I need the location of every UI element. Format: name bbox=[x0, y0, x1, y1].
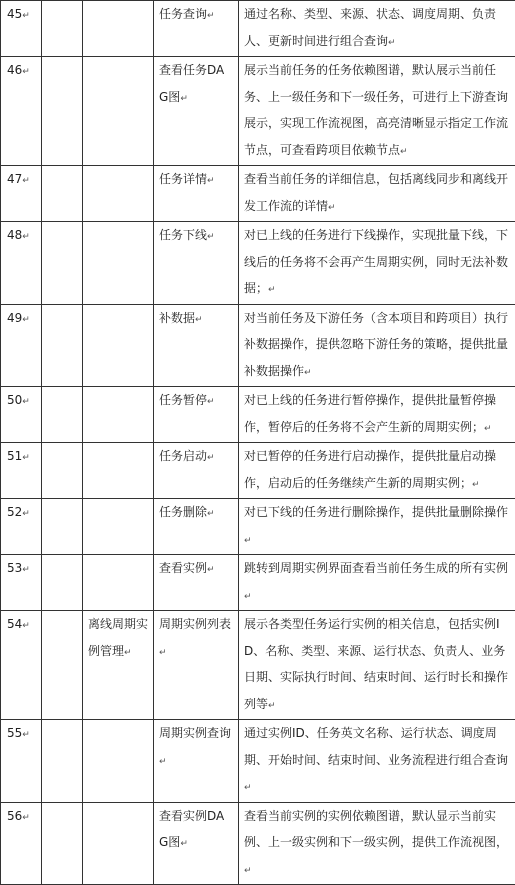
row-category bbox=[83, 57, 154, 166]
row-category bbox=[83, 1, 154, 57]
paragraph-mark: ↵ bbox=[207, 176, 215, 186]
row-number-text: 46 bbox=[7, 63, 22, 77]
paragraph-mark: ↵ bbox=[180, 94, 188, 104]
row-blank bbox=[42, 802, 83, 885]
row-category-text: 离线周期实例管理 bbox=[88, 617, 148, 658]
row-category bbox=[83, 611, 154, 720]
paragraph-mark: ↵ bbox=[22, 397, 30, 407]
row-description bbox=[239, 387, 515, 443]
row-description bbox=[239, 57, 515, 166]
paragraph-mark: ↵ bbox=[207, 565, 215, 575]
table-row bbox=[1, 222, 515, 305]
row-number-text: 45 bbox=[7, 7, 22, 21]
row-category bbox=[83, 222, 154, 305]
row-name bbox=[154, 720, 239, 803]
row-name bbox=[154, 166, 239, 222]
row-number bbox=[1, 720, 42, 803]
row-number-text: 53 bbox=[7, 561, 22, 575]
row-name bbox=[154, 222, 239, 305]
table-row bbox=[1, 720, 515, 803]
row-description bbox=[239, 443, 515, 499]
paragraph-mark: ↵ bbox=[268, 285, 276, 295]
row-name-text: 任务删除 bbox=[159, 505, 207, 519]
row-name bbox=[154, 387, 239, 443]
row-description bbox=[239, 720, 515, 803]
paragraph-mark: ↵ bbox=[207, 453, 215, 463]
row-name bbox=[154, 611, 239, 720]
paragraph-mark: ↵ bbox=[159, 757, 167, 767]
row-description-text: 查看当前任务的详细信息，包括离线同步和离线开发工作流的详情 bbox=[244, 172, 508, 213]
row-description bbox=[239, 611, 515, 720]
row-category bbox=[83, 720, 154, 803]
row-name-text: 任务暂停 bbox=[159, 393, 207, 407]
row-description-text: 对已暂停的任务进行启动操作，提供批量启动操作，启动后的任务继续产生新的周期实例； bbox=[244, 449, 496, 490]
row-name bbox=[154, 1, 239, 57]
table-row bbox=[1, 166, 515, 222]
row-blank bbox=[42, 611, 83, 720]
row-description bbox=[239, 166, 515, 222]
row-number bbox=[1, 443, 42, 499]
paragraph-mark: ↵ bbox=[22, 11, 30, 21]
table-row bbox=[1, 387, 515, 443]
row-description-text: 对当前任务及下游任务（含本项目和跨项目）执行补数据操作，提供忽略下游任务的策略，提供批量补数据操作 bbox=[244, 311, 508, 378]
table-row bbox=[1, 304, 515, 387]
row-number-text: 52 bbox=[7, 505, 22, 519]
row-description bbox=[239, 304, 515, 387]
row-name-text: 查看实例 bbox=[159, 561, 207, 575]
table-row bbox=[1, 555, 515, 611]
row-blank bbox=[42, 222, 83, 305]
row-category bbox=[83, 499, 154, 555]
row-blank bbox=[42, 443, 83, 499]
paragraph-mark: ↵ bbox=[400, 147, 408, 157]
row-number bbox=[1, 222, 42, 305]
paragraph-mark: ↵ bbox=[195, 315, 203, 325]
paragraph-mark: ↵ bbox=[124, 648, 132, 658]
row-description-text: 对已下线的任务进行删除操作，提供批量删除操作 bbox=[244, 505, 508, 519]
paragraph-mark: ↵ bbox=[22, 509, 30, 519]
row-description-text: 通过实例ID、任务英文名称、运行状态、调度周期、开始时间、结束时间、业务流程进行组合查询 bbox=[244, 726, 508, 767]
row-name bbox=[154, 555, 239, 611]
row-number-text: 48 bbox=[7, 228, 22, 242]
row-number bbox=[1, 166, 42, 222]
row-blank bbox=[42, 304, 83, 387]
row-number bbox=[1, 57, 42, 166]
paragraph-mark: ↵ bbox=[244, 783, 252, 793]
row-name-text: 任务查询 bbox=[159, 7, 207, 21]
row-blank bbox=[42, 499, 83, 555]
paragraph-mark: ↵ bbox=[22, 730, 30, 740]
row-blank bbox=[42, 1, 83, 57]
row-name-text: 任务下线 bbox=[159, 228, 207, 242]
row-name bbox=[154, 443, 239, 499]
row-description bbox=[239, 802, 515, 885]
row-blank bbox=[42, 57, 83, 166]
paragraph-mark: ↵ bbox=[180, 839, 188, 849]
paragraph-mark: ↵ bbox=[22, 67, 30, 77]
paragraph-mark: ↵ bbox=[207, 509, 215, 519]
row-description-text: 查看当前实例的实例依赖图谱，默认显示当前实例、上一级实例和下一级实例，提供工作流视图， bbox=[244, 809, 508, 850]
paragraph-mark: ↵ bbox=[22, 565, 30, 575]
paragraph-mark: ↵ bbox=[268, 701, 276, 711]
row-description-text: 通过名称、类型、来源、状态、调度周期、负责人、更新时间进行组合查询 bbox=[244, 7, 496, 48]
row-category bbox=[83, 166, 154, 222]
row-number-text: 54 bbox=[7, 617, 22, 631]
paragraph-mark: ↵ bbox=[328, 203, 336, 213]
row-name-text: 查看任务DAG图 bbox=[159, 63, 224, 104]
row-number-text: 55 bbox=[7, 726, 22, 740]
row-name-text: 周期实例查询 bbox=[159, 726, 231, 740]
row-number-text: 47 bbox=[7, 172, 22, 186]
row-name-text: 补数据 bbox=[159, 311, 195, 325]
row-number bbox=[1, 499, 42, 555]
row-blank bbox=[42, 166, 83, 222]
row-number-text: 56 bbox=[7, 809, 22, 823]
paragraph-mark: ↵ bbox=[22, 813, 30, 823]
row-description bbox=[239, 499, 515, 555]
paragraph-mark: ↵ bbox=[244, 536, 252, 546]
row-category bbox=[83, 802, 154, 885]
row-description-text: 跳转到周期实例界面查看当前任务生成的所有实例 bbox=[244, 561, 508, 575]
row-name bbox=[154, 802, 239, 885]
row-number-text: 50 bbox=[7, 393, 22, 407]
row-description bbox=[239, 222, 515, 305]
row-number bbox=[1, 611, 42, 720]
table-row bbox=[1, 443, 515, 499]
row-number bbox=[1, 304, 42, 387]
paragraph-mark: ↵ bbox=[207, 11, 215, 21]
paragraph-mark: ↵ bbox=[22, 621, 30, 631]
table-row bbox=[1, 499, 515, 555]
paragraph-mark: ↵ bbox=[244, 592, 252, 602]
table-row bbox=[1, 57, 515, 166]
paragraph-mark: ↵ bbox=[22, 315, 30, 325]
paragraph-mark: ↵ bbox=[207, 232, 215, 242]
paragraph-mark: ↵ bbox=[22, 176, 30, 186]
table-row bbox=[1, 802, 515, 885]
row-number-text: 51 bbox=[7, 449, 22, 463]
row-name bbox=[154, 57, 239, 166]
row-name-text: 任务启动 bbox=[159, 449, 207, 463]
table-row bbox=[1, 611, 515, 720]
row-description bbox=[239, 1, 515, 57]
row-number bbox=[1, 555, 42, 611]
paragraph-mark: ↵ bbox=[244, 866, 252, 876]
row-category bbox=[83, 304, 154, 387]
paragraph-mark: ↵ bbox=[304, 368, 312, 378]
row-number bbox=[1, 387, 42, 443]
paragraph-mark: ↵ bbox=[472, 480, 480, 490]
row-description-text: 对已上线的任务进行暂停操作，提供批量暂停操作，暂停后的任务将不会产生新的周期实例； bbox=[244, 393, 496, 434]
row-blank bbox=[42, 387, 83, 443]
row-category bbox=[83, 387, 154, 443]
row-name-text: 查看实例DAG图 bbox=[159, 809, 224, 850]
paragraph-mark: ↵ bbox=[22, 232, 30, 242]
paragraph-mark: ↵ bbox=[207, 397, 215, 407]
row-number-text: 49 bbox=[7, 311, 22, 325]
row-description-text: 对已上线的任务进行下线操作，实现批量下线，下线后的任务将不会再产生周期实例，同时无法补数据； bbox=[244, 228, 508, 295]
row-blank bbox=[42, 720, 83, 803]
paragraph-mark: ↵ bbox=[22, 453, 30, 463]
row-name bbox=[154, 499, 239, 555]
table-row bbox=[1, 1, 515, 57]
row-category bbox=[83, 555, 154, 611]
row-name bbox=[154, 304, 239, 387]
row-number bbox=[1, 1, 42, 57]
paragraph-mark: ↵ bbox=[159, 648, 167, 658]
row-name-text: 周期实例列表 bbox=[159, 617, 231, 631]
row-name-text: 任务详情 bbox=[159, 172, 207, 186]
paragraph-mark: ↵ bbox=[388, 38, 396, 48]
row-description bbox=[239, 555, 515, 611]
row-category bbox=[83, 443, 154, 499]
row-number bbox=[1, 802, 42, 885]
paragraph-mark: ↵ bbox=[484, 424, 492, 434]
row-blank bbox=[42, 555, 83, 611]
row-description-text: 展示当前任务的任务依赖图谱，默认展示当前任务、上一级任务和下一级任务，可进行上下游查询展示，实现工作流视图，高亮清晰显示指定工作流节点，可查看跨项目依赖节点 bbox=[244, 63, 508, 157]
row-description-text: 展示各类型任务运行实例的相关信息，包括实例ID、名称、类型、来源、运行状态、负责人、业务日期、实际执行时间、结束时间、运行时长和操作列等 bbox=[244, 617, 508, 711]
